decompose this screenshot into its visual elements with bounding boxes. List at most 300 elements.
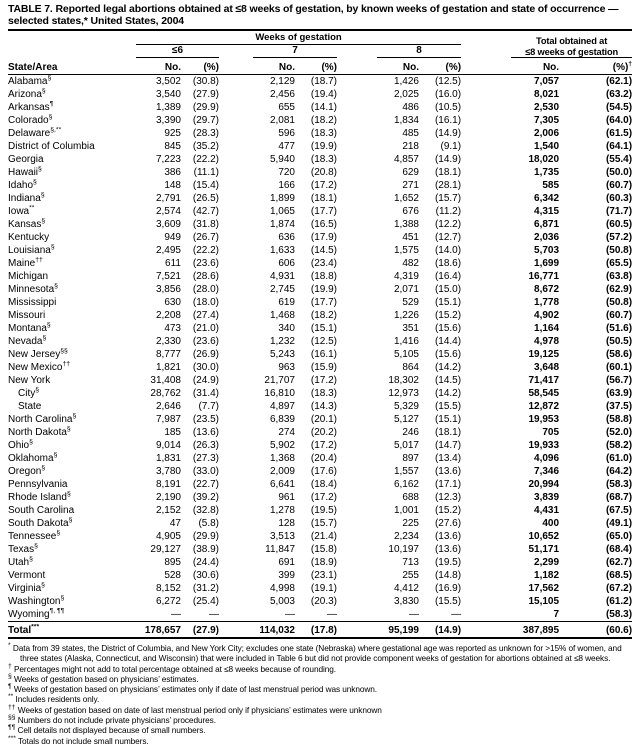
value-cell: 178,657 [136, 622, 181, 639]
value-cell: (27.4) [192, 310, 219, 321]
footnote-marker: § [41, 582, 45, 589]
value-cell: 705 [542, 427, 560, 438]
value-cell: 1,778 [534, 297, 560, 308]
value-cell: (50.5) [605, 336, 633, 347]
value-cell: 3,830 [393, 596, 419, 607]
value-cell: (23.4) [310, 258, 337, 269]
state-name: Mississippi [8, 297, 57, 308]
state-name: Vermont [8, 570, 46, 581]
value-cell: 4,319 [393, 271, 419, 282]
value-cell: (12.7) [434, 232, 462, 243]
value-cell: (58.2) [605, 440, 633, 451]
value-cell: 19,125 [528, 349, 560, 360]
value-cell: (28.3) [192, 128, 219, 139]
value-cell: 148 [164, 180, 181, 191]
value-cell: (62.9) [605, 284, 633, 295]
value-cell: (50.8) [605, 245, 633, 256]
value-cell: 185 [164, 427, 181, 438]
footnote: † Percentages might not add to total percentage obtained at ≤8 weeks because of rounding. [8, 662, 336, 674]
col-header-pct: (%) [295, 58, 337, 75]
value-cell: (30.6) [192, 570, 219, 581]
value-cell: 1,416 [393, 336, 419, 347]
value-cell: (17.2) [310, 492, 337, 503]
value-cell: 2,208 [155, 310, 181, 321]
value-cell: (58.3) [605, 479, 633, 490]
value-cell: 3,609 [155, 219, 181, 230]
state-row [8, 114, 632, 127]
state-row [8, 439, 632, 452]
value-cell: 16,810 [264, 388, 295, 399]
value-cell: (13.6) [434, 544, 462, 555]
value-cell: 12,973 [388, 388, 419, 399]
footnote-marker: *** [8, 734, 16, 742]
stub-header: State/Area [8, 58, 136, 75]
value-cell: (16.0) [434, 89, 462, 100]
state-row [8, 426, 632, 439]
state-row [8, 309, 632, 322]
value-cell: (12.2) [434, 219, 462, 230]
value-cell: 51,171 [528, 544, 560, 555]
state-name: Maine†† [8, 257, 43, 269]
value-cell: (18.4) [310, 479, 337, 490]
value-cell: 21,707 [264, 375, 295, 386]
value-cell: (63.8) [605, 271, 633, 282]
state-row [8, 348, 632, 361]
state-name: Montana§ [8, 322, 51, 334]
value-cell: (7.7) [198, 401, 219, 412]
value-cell: 399 [278, 570, 295, 581]
value-cell: 3,839 [534, 492, 560, 503]
value-cell: (18.1) [434, 167, 462, 178]
state-name: Ohio§ [8, 439, 33, 451]
value-cell: (14.9) [434, 128, 462, 139]
value-cell: 1,652 [393, 193, 419, 204]
value-cell: (26.7) [192, 232, 219, 243]
value-cell: 8,672 [534, 284, 560, 295]
value-cell: 630 [164, 297, 181, 308]
value-cell: (71.7) [605, 206, 633, 217]
footnote-marker: § [47, 74, 52, 82]
footnote-marker: § [33, 179, 37, 186]
state-row [8, 543, 632, 556]
value-cell: (18.3) [310, 128, 337, 139]
value-cell: 5,940 [269, 154, 295, 165]
value-cell: 1,226 [393, 310, 419, 321]
value-cell: (19.9) [310, 284, 337, 295]
value-cell: (20.2) [310, 427, 337, 438]
value-cell: 2,009 [269, 466, 295, 477]
state-row [8, 556, 632, 569]
value-cell: (18.7) [310, 76, 337, 87]
value-cell: — [285, 609, 295, 620]
value-cell: (15.7) [434, 193, 462, 204]
value-cell: (15.1) [310, 323, 337, 334]
value-cell: 16,771 [528, 271, 560, 282]
value-cell: 3,780 [155, 466, 181, 477]
value-cell: (62.7) [605, 557, 633, 568]
value-cell: (30.8) [192, 76, 219, 87]
value-cell: 5,105 [393, 349, 419, 360]
value-cell: 19,953 [528, 414, 560, 425]
value-cell: (16.1) [434, 115, 462, 126]
footnote: ¶ Weeks of gestation based on physicians’ estimates only if date of last menstrual period was unknown. [8, 683, 377, 695]
value-cell: (18.2) [310, 310, 337, 321]
value-cell: (18.2) [310, 115, 337, 126]
value-cell: 1,426 [393, 76, 419, 87]
value-cell: (23.6) [192, 258, 219, 269]
value-cell: (63.9) [605, 388, 633, 399]
value-cell: 20,994 [528, 479, 560, 490]
value-cell: 713 [402, 557, 419, 568]
state-row [8, 465, 632, 478]
value-cell: 2,791 [155, 193, 181, 204]
state-name: Delaware§,** [8, 127, 62, 139]
footnote-marker: § [53, 452, 58, 459]
value-cell: 71,417 [528, 375, 560, 386]
value-cell: (14.5) [310, 245, 337, 256]
value-cell: 3,856 [155, 284, 181, 295]
value-cell: — [171, 609, 181, 620]
value-cell: 963 [278, 362, 295, 373]
value-cell: (15.1) [434, 297, 462, 308]
value-cell: 5,243 [269, 349, 295, 360]
value-cell: 387,895 [461, 622, 559, 639]
value-cell: 482 [402, 258, 419, 269]
state-name: Iowa** [8, 205, 35, 217]
value-cell: (61.5) [605, 128, 633, 139]
value-cell: (13.6) [192, 427, 219, 438]
value-cell: (62.1) [605, 76, 633, 87]
value-cell: 611 [165, 258, 181, 269]
value-cell: 1,831 [155, 453, 181, 464]
value-cell: (61.0) [605, 453, 633, 464]
value-cell: 1,368 [269, 453, 295, 464]
value-cell: (17.9) [310, 232, 337, 243]
state-name: Idaho§ [8, 179, 37, 191]
header-spanner-row [8, 31, 632, 45]
value-cell: (14.0) [434, 245, 462, 256]
state-name: Rhode Island§ [8, 491, 71, 503]
value-cell: 1,164 [534, 323, 560, 334]
state-row [8, 140, 632, 153]
value-cell: (31.4) [192, 388, 219, 399]
value-cell: (22.7) [192, 479, 219, 490]
header-empty-cell [8, 45, 136, 58]
value-cell: 619 [278, 297, 295, 308]
value-cell: 386 [164, 167, 181, 178]
state-row [8, 335, 632, 348]
value-cell: 15,105 [528, 596, 560, 607]
value-cell: (64.2) [605, 466, 633, 477]
state-name: City§ [18, 387, 40, 399]
value-cell: 6,162 [393, 479, 419, 490]
footnote-marker: * [8, 642, 11, 650]
value-cell: (20.1) [310, 414, 337, 425]
state-row [8, 478, 632, 491]
footnote-marker: § [66, 426, 71, 433]
state-row [8, 374, 632, 387]
value-cell: 5,329 [393, 401, 419, 412]
value-cell: 400 [542, 518, 560, 529]
value-cell: 6,839 [269, 414, 295, 425]
value-cell: (27.9) [192, 89, 219, 100]
value-cell: (15.1) [434, 414, 462, 425]
value-cell: 4,315 [534, 206, 560, 217]
value-cell: (33.0) [192, 466, 219, 477]
value-cell: 529 [402, 297, 419, 308]
value-cell: (57.2) [605, 232, 633, 243]
value-cell: 246 [402, 427, 419, 438]
value-cell: (11.1) [193, 167, 219, 178]
state-row [8, 88, 632, 101]
value-cell: 925 [164, 128, 181, 139]
value-cell: 4,978 [534, 336, 560, 347]
value-cell: (28.0) [192, 284, 219, 295]
total-label-line2: ≤8 weeks of gestation [525, 46, 619, 57]
value-cell: 10,652 [528, 531, 560, 542]
value-cell: 128 [278, 518, 295, 529]
value-cell: (29.7) [192, 115, 219, 126]
state-name: New York [8, 375, 51, 386]
value-cell: (60.7) [605, 180, 633, 191]
value-cell: 166 [278, 180, 295, 191]
state-row [8, 101, 632, 114]
footnote-marker: § [42, 335, 47, 342]
value-cell: (21.0) [192, 323, 219, 334]
value-cell: 4,902 [534, 310, 560, 321]
state-row [8, 504, 632, 517]
value-cell: (19.4) [310, 89, 337, 100]
value-cell: 949 [164, 232, 181, 243]
value-cell: (49.1) [605, 518, 633, 529]
value-cell: (23.6) [192, 336, 219, 347]
value-cell: (58.3) [605, 609, 633, 620]
value-cell: (37.5) [605, 401, 633, 412]
value-cell: (17.7) [310, 206, 337, 217]
footnote-marker: § [41, 218, 46, 225]
footnote-marker: ** [8, 693, 14, 701]
state-name: Wyoming¶, ¶¶ [8, 608, 65, 620]
value-cell: 2,025 [393, 89, 419, 100]
state-row [8, 530, 632, 543]
state-row [8, 361, 632, 374]
value-cell: 961 [278, 492, 295, 503]
value-cell: 1,468 [269, 310, 295, 321]
footnote-marker: § [41, 88, 46, 95]
footnote-marker: § [34, 543, 38, 550]
state-row [8, 517, 632, 530]
value-cell: 2,152 [155, 505, 181, 516]
value-cell: (15.6) [434, 323, 462, 334]
value-cell: 19,933 [528, 440, 560, 451]
state-name: Kansas§ [8, 218, 46, 230]
value-cell: 6,871 [534, 219, 560, 230]
value-cell: (52.0) [605, 427, 633, 438]
footnote-marker: §§ [60, 348, 68, 355]
value-cell: (14.5) [434, 375, 462, 386]
value-cell: 1,557 [393, 466, 419, 477]
state-name: Arizona§ [8, 88, 46, 100]
state-row [8, 127, 632, 140]
value-cell: (26.5) [192, 193, 219, 204]
value-cell: (32.8) [192, 505, 219, 516]
state-row [8, 413, 632, 426]
value-cell: (15.9) [310, 362, 337, 373]
value-cell: 528 [164, 570, 181, 581]
value-cell: 1,278 [269, 505, 295, 516]
value-cell: 218 [402, 141, 419, 152]
value-cell: (24.4) [192, 557, 219, 568]
value-cell: (22.2) [192, 154, 219, 165]
value-cell: 2,574 [155, 206, 181, 217]
value-cell: (12.5) [434, 76, 462, 87]
value-cell: 3,390 [155, 115, 181, 126]
state-name: Hawaii§ [8, 166, 42, 178]
value-cell: (26.9) [192, 349, 219, 360]
value-cell: (24.9) [192, 375, 219, 386]
state-row [8, 452, 632, 465]
gestation-table [8, 31, 632, 639]
value-cell: 1,735 [534, 167, 560, 178]
value-cell: 2,071 [393, 284, 419, 295]
table-title [8, 3, 632, 27]
table-title-line2: selected states,* United States, 2004 [8, 15, 184, 27]
group-header-8: 8 [337, 45, 461, 58]
state-row [8, 153, 632, 166]
state-name: South Dakota§ [8, 517, 73, 529]
state-name: Nevada§ [8, 335, 47, 347]
value-cell: 845 [164, 141, 181, 152]
state-row [8, 179, 632, 192]
value-cell: 1,065 [269, 206, 295, 217]
value-cell: 1,001 [393, 505, 419, 516]
footnote-marker: ¶¶ [8, 724, 16, 732]
state-name: New Mexico†† [8, 361, 71, 373]
state-name: Arkansas¶ [8, 101, 54, 113]
value-cell: 720 [278, 167, 295, 178]
value-cell: (15.5) [434, 401, 462, 412]
value-cell: (5.8) [198, 518, 219, 529]
value-cell: 18,020 [528, 154, 560, 165]
value-cell: 2,036 [534, 232, 560, 243]
value-cell: 1,874 [269, 219, 295, 230]
footnote-marker: ¶, ¶¶ [49, 608, 65, 615]
value-cell: 8,777 [155, 349, 181, 360]
value-cell: 2,330 [155, 336, 181, 347]
value-cell: 636 [278, 232, 295, 243]
footnote-marker: § [56, 530, 61, 537]
value-cell: — [409, 609, 419, 620]
value-cell: (10.5) [434, 102, 462, 113]
value-cell: (14.9) [434, 154, 462, 165]
value-cell: 351 [402, 323, 419, 334]
state-name: Utah§ [8, 556, 33, 568]
value-cell: (17.1) [434, 479, 462, 490]
footnote-marker: § [60, 595, 65, 602]
value-cell: 606 [278, 258, 295, 269]
value-cell: (18.1) [434, 427, 462, 438]
value-cell: (18.6) [434, 258, 462, 269]
footnote-marker: ** [29, 205, 35, 212]
value-cell: 8,152 [155, 583, 181, 594]
value-cell: 340 [278, 323, 295, 334]
value-cell: (60.3) [605, 193, 633, 204]
col-header-pct: (%) [419, 58, 461, 75]
value-cell: 5,902 [269, 440, 295, 451]
footnote-marker: †† [62, 361, 71, 368]
value-cell: (27.6) [434, 518, 462, 529]
col-header-no: No. [136, 58, 181, 75]
value-cell: 655 [278, 102, 295, 113]
value-cell: 5,703 [534, 245, 560, 256]
state-name: Missouri [8, 310, 46, 321]
state-row [8, 270, 632, 283]
state-name: Indiana§ [8, 192, 45, 204]
value-cell: 7,521 [155, 271, 181, 282]
value-cell: (42.7) [192, 206, 219, 217]
value-cell: 676 [402, 206, 419, 217]
footnote-marker: § [46, 322, 51, 329]
state-row [8, 283, 632, 296]
value-cell: (18.0) [192, 297, 219, 308]
value-cell: (18.1) [310, 193, 337, 204]
value-cell: 114,032 [219, 622, 295, 639]
value-cell: 1,633 [269, 245, 295, 256]
state-row [8, 595, 632, 608]
value-cell: (21.4) [310, 531, 337, 542]
value-cell: (17.2) [310, 440, 337, 451]
value-cell: (61.2) [605, 596, 633, 607]
value-cell: 1,540 [534, 141, 560, 152]
value-cell: 17,562 [528, 583, 560, 594]
value-cell: 2,456 [269, 89, 295, 100]
value-cell: (55.4) [605, 154, 633, 165]
value-cell: 5,127 [393, 414, 419, 425]
value-cell: 451 [402, 232, 419, 243]
value-cell: 7,305 [534, 115, 560, 126]
state-row [8, 231, 632, 244]
state-name: Louisiana§ [8, 244, 55, 256]
value-cell: 2,495 [155, 245, 181, 256]
value-cell: 10,197 [388, 544, 419, 555]
footnote-marker: † [8, 662, 12, 670]
state-row [8, 75, 632, 89]
footnote: *** Totals do not include small numbers. [8, 734, 149, 746]
col-header-no: No. [337, 58, 419, 75]
value-cell: (54.5) [605, 102, 633, 113]
footnote-marker: §§ [8, 714, 16, 722]
value-cell: (29.9) [192, 531, 219, 542]
value-cell: (17.2) [310, 375, 337, 386]
value-cell: (58.8) [605, 414, 633, 425]
value-cell: (64.1) [605, 141, 633, 152]
value-cell: 2,234 [393, 531, 419, 542]
value-cell: (19.5) [310, 505, 337, 516]
value-cell: 29,127 [150, 544, 181, 555]
value-cell: 1,834 [393, 115, 419, 126]
state-row [8, 569, 632, 582]
value-cell: (17.8) [295, 622, 337, 639]
value-cell: (27.3) [192, 453, 219, 464]
value-cell: (27.9) [181, 622, 219, 639]
state-name: Kentucky [8, 232, 50, 243]
value-cell: — [451, 609, 462, 620]
footnote-marker: †† [35, 257, 43, 264]
footnote: ¶¶ Cell details not displayed because of small numbers. [8, 724, 206, 736]
value-cell: 688 [402, 492, 419, 503]
value-cell: 473 [164, 323, 181, 334]
value-cell: (14.9) [419, 622, 461, 639]
